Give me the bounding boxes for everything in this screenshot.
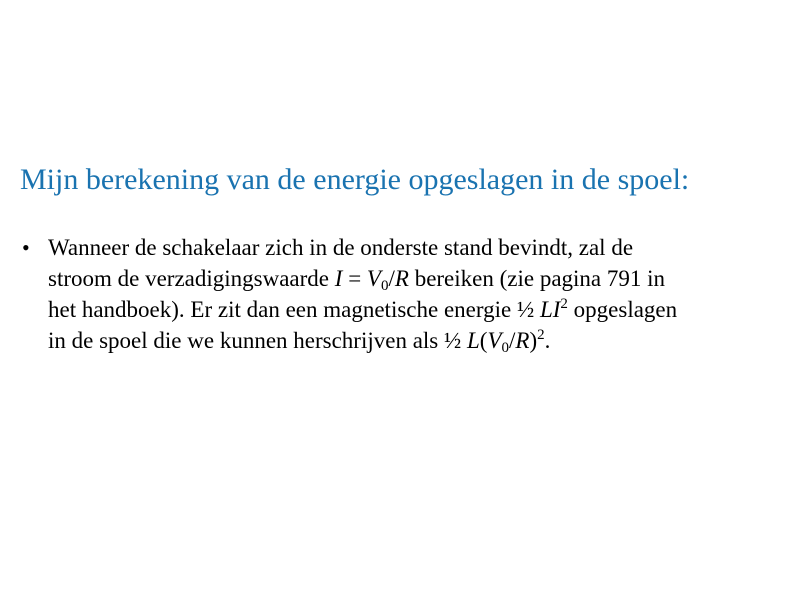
math-resistance: R: [394, 266, 409, 291]
slide-title: Mijn berekening van de energie opgeslagen in de spoel:: [20, 163, 690, 196]
bullet-icon: •: [22, 235, 30, 260]
bullet-list: [22, 232, 792, 356]
math-superscript: 2: [560, 296, 568, 312]
bullet-line-3: [48, 294, 792, 325]
list-item: [22, 232, 792, 356]
math-paren-open: (: [479, 328, 488, 353]
math-slash: /: [388, 266, 395, 291]
math-subscript: 0: [380, 278, 389, 294]
text-segment: stroom de verzadigingswaarde: [48, 266, 335, 291]
math-equals: =: [342, 266, 367, 291]
text-segment: het handboek). Er zit dan een magnetische energie ½: [48, 297, 540, 322]
bullet-line-4: [48, 325, 792, 356]
math-subscript: 0: [501, 340, 510, 356]
math-current: I: [334, 266, 343, 291]
text-segment: opgeslagen: [567, 297, 678, 322]
text-segment: bereiken (zie pagina 791 in: [408, 266, 666, 291]
text-segment: .: [544, 328, 551, 353]
math-superscript: 2: [537, 327, 545, 343]
math-inductance: L: [467, 328, 480, 353]
bullet-line-1: Wanneer de schakelaar zich in de onderste stand bevindt, zal de: [48, 235, 634, 260]
math-slash: /: [509, 328, 516, 353]
math-inductance-current: LI: [539, 297, 561, 322]
math-paren-close: ): [529, 328, 538, 353]
bullet-line-2: [48, 263, 792, 294]
math-voltage: V: [487, 328, 502, 353]
text-segment: in de spoel die we kunnen herschrijven als ½: [48, 328, 467, 353]
math-voltage: V: [366, 266, 381, 291]
math-resistance: R: [515, 328, 530, 353]
